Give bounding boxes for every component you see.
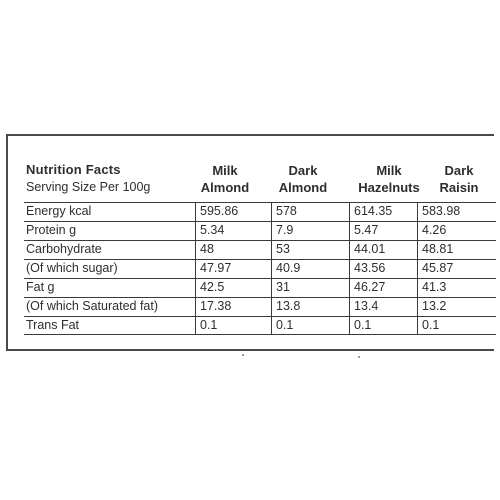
column-divider bbox=[195, 260, 196, 278]
column-divider bbox=[271, 260, 272, 278]
column-divider bbox=[195, 298, 196, 316]
column-divider bbox=[417, 317, 418, 334]
column-divider bbox=[195, 279, 196, 297]
column-divider bbox=[271, 203, 272, 221]
column-divider bbox=[349, 279, 350, 297]
serving-size: Serving Size Per 100g bbox=[26, 180, 151, 194]
nutrient-name: Trans Fat bbox=[26, 318, 80, 332]
value-cell: 5.34 bbox=[200, 223, 225, 237]
table-row bbox=[24, 221, 496, 240]
column-divider bbox=[349, 298, 350, 316]
nutrition-table bbox=[24, 202, 496, 335]
table-row bbox=[24, 297, 496, 316]
column-divider bbox=[195, 241, 196, 259]
value-cell: 578 bbox=[276, 204, 297, 218]
value-cell: 0.1 bbox=[354, 318, 372, 332]
column-header-dark-raisin bbox=[424, 162, 494, 196]
column-divider bbox=[417, 260, 418, 278]
nutrient-name: (Of which Saturated fat) bbox=[26, 299, 159, 313]
column-divider bbox=[349, 203, 350, 221]
value-cell: 46.27 bbox=[354, 280, 386, 294]
value-cell: 7.9 bbox=[276, 223, 294, 237]
column-divider bbox=[349, 222, 350, 240]
value-cell: 53 bbox=[276, 242, 290, 256]
table-row bbox=[24, 259, 496, 278]
column-header-line: Raisin bbox=[439, 180, 479, 195]
value-cell: 40.9 bbox=[276, 261, 301, 275]
column-divider bbox=[271, 279, 272, 297]
column-header-line: Milk bbox=[376, 163, 402, 178]
value-cell: 47.97 bbox=[200, 261, 232, 275]
table-row bbox=[24, 316, 496, 335]
value-cell: 45.87 bbox=[422, 261, 454, 275]
column-divider bbox=[195, 317, 196, 334]
nutrient-name: (Of which sugar) bbox=[26, 261, 118, 275]
column-divider bbox=[349, 241, 350, 259]
value-cell: 0.1 bbox=[422, 318, 440, 332]
value-cell: 13.4 bbox=[354, 299, 379, 313]
column-divider bbox=[417, 298, 418, 316]
column-divider bbox=[349, 260, 350, 278]
nutrient-name: Carbohydrate bbox=[26, 242, 102, 256]
column-header-milk-hazelnuts bbox=[349, 162, 429, 196]
nutrient-name: Energy kcal bbox=[26, 204, 92, 218]
value-cell: 4.26 bbox=[422, 223, 447, 237]
value-cell: 48 bbox=[200, 242, 214, 256]
column-header-line: Dark bbox=[444, 163, 474, 178]
value-cell: 41.3 bbox=[422, 280, 447, 294]
value-cell: 595.86 bbox=[200, 204, 239, 218]
value-cell: 44.01 bbox=[354, 242, 386, 256]
value-cell: 13.2 bbox=[422, 299, 447, 313]
column-divider bbox=[417, 222, 418, 240]
column-divider bbox=[271, 241, 272, 259]
column-divider bbox=[271, 298, 272, 316]
table-row bbox=[24, 202, 496, 221]
table-row bbox=[24, 240, 496, 259]
column-divider bbox=[417, 241, 418, 259]
nutrient-name: Protein g bbox=[26, 223, 77, 237]
value-cell: 17.38 bbox=[200, 299, 232, 313]
column-header-line: Milk bbox=[212, 163, 238, 178]
table-row bbox=[24, 278, 496, 297]
column-divider bbox=[195, 222, 196, 240]
value-cell: 0.1 bbox=[276, 318, 294, 332]
column-header-line: Almond bbox=[278, 180, 328, 195]
column-divider bbox=[417, 203, 418, 221]
value-cell: 583.98 bbox=[422, 204, 461, 218]
value-cell: 42.5 bbox=[200, 280, 225, 294]
value-cell: 43.56 bbox=[354, 261, 386, 275]
value-cell: 13.8 bbox=[276, 299, 301, 313]
table-header bbox=[26, 162, 484, 198]
value-cell: 48.81 bbox=[422, 242, 454, 256]
column-divider bbox=[349, 317, 350, 334]
column-divider bbox=[271, 317, 272, 334]
print-speck bbox=[358, 356, 360, 358]
column-header-line: Dark bbox=[288, 163, 318, 178]
print-speck bbox=[242, 354, 244, 356]
column-divider bbox=[195, 203, 196, 221]
value-cell: 614.35 bbox=[354, 204, 393, 218]
nutrient-name: Fat g bbox=[26, 280, 55, 294]
value-cell: 5.47 bbox=[354, 223, 379, 237]
nutrition-label bbox=[6, 134, 494, 351]
label-title: Nutrition Facts bbox=[26, 162, 121, 177]
value-cell: 0.1 bbox=[200, 318, 218, 332]
column-divider bbox=[271, 222, 272, 240]
column-header-line: Almond bbox=[200, 180, 250, 195]
column-header-dark-almond bbox=[268, 162, 338, 196]
column-divider bbox=[417, 279, 418, 297]
value-cell: 31 bbox=[276, 280, 290, 294]
column-header-line: Hazelnuts bbox=[358, 180, 420, 195]
column-header-milk-almond bbox=[190, 162, 260, 196]
